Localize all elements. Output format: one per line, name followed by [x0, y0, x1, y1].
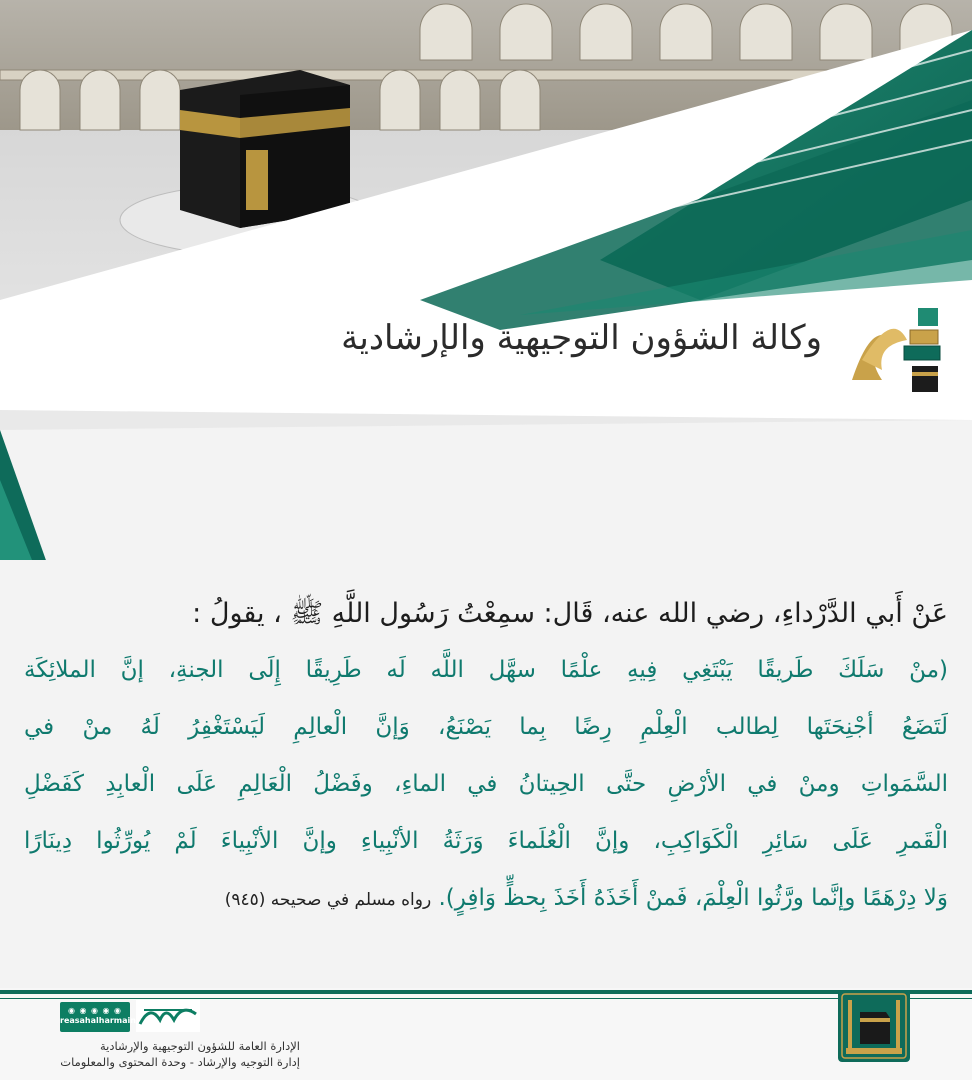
kaaba — [180, 70, 350, 228]
hadith-last-text: وَلا دِرْهَمًا وإنَّما ورَّثُوا الْعِلْمَ، فَمنْ أَخَذَهُ أَخَذَ بِحظٍّ وَافِرٍ). — [438, 885, 948, 911]
social-media-badge[interactable] — [60, 1002, 136, 1032]
social-handle: reasahalharmain — [60, 1016, 136, 1025]
social-icons: ◉ ◉ ◉ ◉ ◉ — [67, 1006, 123, 1015]
haramain-emblem-icon — [834, 990, 914, 1062]
footer-line-2: إدارة التوجيه والإرشاد - وحدة المحتوى والمعلومات — [60, 1055, 300, 1069]
footer-line-1: الإدارة العامة للشؤون التوجيهية والإرشادية — [100, 1039, 300, 1053]
hadith-line: الْقَمرِ عَلَى سَائِرِ الْكَوَاكِبِ، وإنَّ الْعُلَماءَ وَرَثَةُ الأنْبِياءِ وإنَّ الأنْبِياءَ لَمْ يُورِّثُوا دِينَارًا — [24, 828, 948, 854]
agency-logo-text: وكالة الشؤون التوجيهية والإرشادية — [341, 318, 822, 358]
hadith-line: لَتَضَعُ أجْنِحَتَها لِطالب الْعِلْمِ رِضًا بِما يَصْنَعُ، وَإنَّ الْعالِمِ لَيَسْتَغْفِرُ لَهُ منْ في — [24, 714, 948, 740]
hadith-intro: عَنْ أَبي الدَّرْداءِ، رضي الله عنه، قَال: سمِعْتُ رَسُول اللَّهِ ﷺ ، يقولُ : — [192, 598, 948, 629]
calligraphy-logo-icon — [136, 1000, 200, 1032]
footer-divider — [0, 990, 972, 994]
footer-org-text — [20, 1038, 300, 1070]
footer-divider-thin — [0, 998, 972, 999]
hadith-citation: رواه مسلم في صحيحه (٩٤٥) — [224, 890, 432, 910]
agency-logo — [341, 300, 952, 400]
hadith-line: السَّمَواتِ ومنْ في الأرْضِ حتَّى الحِيتانُ في الماءِ، وفَضْلُ الْعَالِمِ عَلَى الْعابِدِ كَفَضْلِ — [24, 771, 948, 797]
hadith-line: (منْ سَلَكَ طَريقًا يَبْتَغِي فِيهِ علْمًا سهَّل اللَّه لَه طَرِيقًا إِلَى الجنةِ، إنَّ الملائِكَة — [24, 657, 948, 683]
hadith-line-last — [24, 870, 948, 929]
hadith-text — [24, 642, 948, 929]
book-emblem-icon — [832, 300, 952, 400]
hadith-section — [24, 592, 948, 929]
